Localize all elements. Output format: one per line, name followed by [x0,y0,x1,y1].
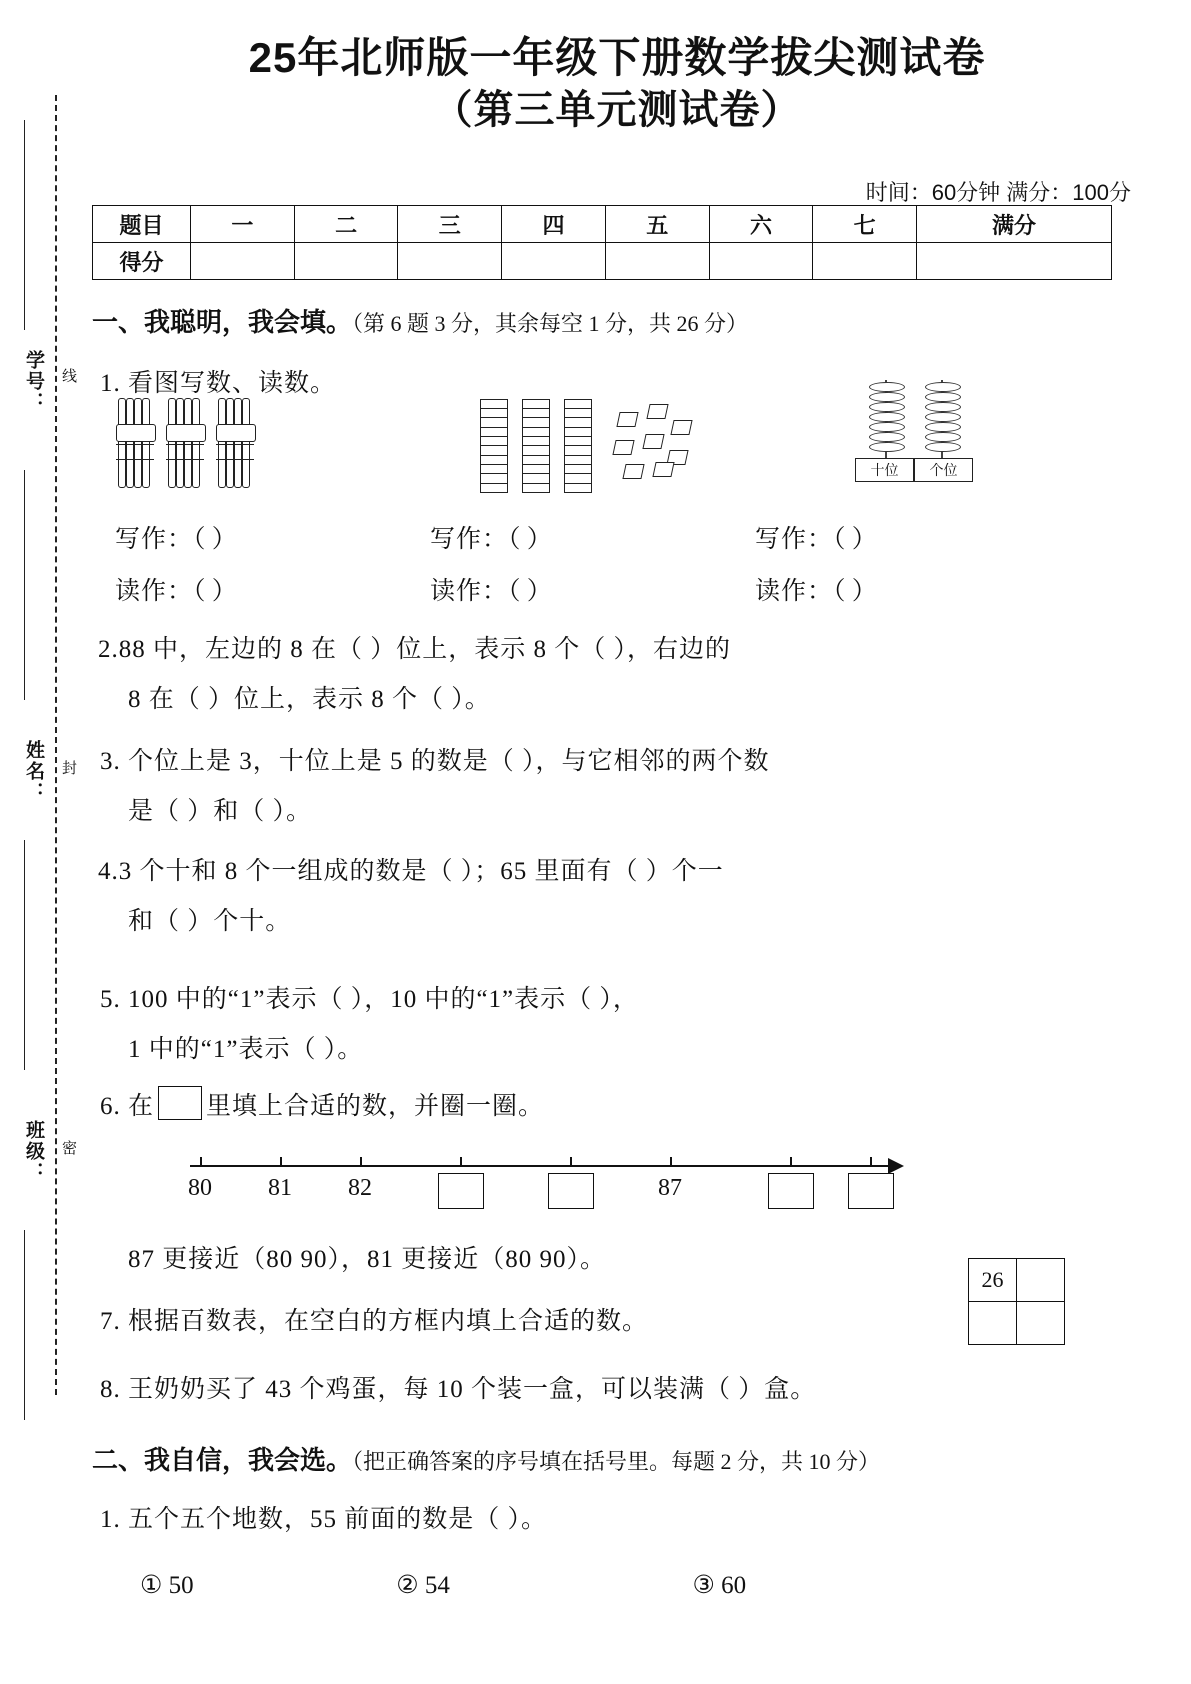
hundred-chart-fragment [968,1258,1065,1345]
question-6-compare[interactable]: 87 更接近（80 90），81 更接近（80 90）。 [128,1246,607,1273]
student-name-label: 姓名： [23,740,44,803]
ten-strip-2 [522,400,550,493]
question-2-line-2[interactable]: 8 在（ ）位上，表示 8 个（ ）。 [128,686,491,713]
score-table-col-4: 四 [502,206,606,243]
question-2-line-1[interactable]: 2.88 中，左边的 8 在（ ）位上，表示 8 个（ ），右边的 [98,636,732,663]
score-table [92,205,1112,280]
question-6-text [100,1085,544,1129]
section-2-question-1[interactable]: 1. 五个五个地数，55 前面的数是（ ）。 [100,1506,548,1533]
student-id-label: 学号： [23,350,44,413]
loose-unit-squares [610,400,730,490]
read-label-1: 读作： [115,578,194,605]
read-blank-1[interactable]: （ ） [193,578,237,605]
score-cell-1[interactable] [191,243,295,280]
question-8-text[interactable]: 8. 王奶奶买了 43 个鸡蛋，每 10 个装一盒，可以装满（ ）盒。 [100,1376,817,1403]
section-2-note: （把正确答案的序号填在括号里。每题 2 分，共 10 分） [352,1449,881,1474]
ten-strip-1 [480,400,508,493]
score-table-col-3: 三 [398,206,502,243]
number-line-blank-2[interactable] [548,1173,594,1209]
q1-read-1 [115,570,237,614]
q6-answer-box[interactable] [158,1086,202,1120]
option-1[interactable]: ① 50 [140,1572,194,1599]
score-table-col-5: 五 [605,206,709,243]
q1-write-1 [115,518,237,562]
number-line-label-82: 82 [348,1175,372,1201]
write-label-3: 写作： [755,526,834,553]
option-2[interactable]: ② 54 [396,1572,450,1599]
question-7-text: 7. 根据百数表，在空白的方框内填上合适的数。 [100,1308,649,1335]
question-4-line-2[interactable]: 和（ ）个十。 [128,908,292,935]
q1-write-3 [755,518,877,562]
q1-read-3 [755,570,877,614]
page-title [92,32,1142,135]
number-line-arrow [888,1158,904,1174]
score-table-row-label: 题目 [93,206,191,243]
score-table-row-label-2: 得分 [93,243,191,280]
stick-bundle-2 [168,398,202,486]
score-cell-2[interactable] [294,243,398,280]
title-line-1: 25年北师版一年级下册数学拔尖测试卷 [248,34,986,81]
abacus-figure [855,378,975,483]
class-label: 班级： [23,1120,44,1183]
score-cell-4[interactable] [502,243,606,280]
mi-char: 密 [60,1140,77,1155]
q6-post-text: 里填上合适的数，并圈一圈。 [206,1093,545,1120]
question-4-line-1[interactable]: 4.3 个十和 8 个一组成的数是（ ）；65 里面有（ ）个一 [98,858,724,885]
feng-char: 封 [60,760,77,775]
question-5-line-2[interactable]: 1 中的“1”表示（ ）。 [128,1036,364,1063]
score-cell-5[interactable] [605,243,709,280]
title-line-2: （第三单元测试卷） [432,87,802,132]
margin-rule-4 [24,1230,25,1420]
hchart-cell-26[interactable]: 26 [969,1259,1017,1302]
ten-strips-group [480,400,602,493]
write-label-2: 写作： [430,526,509,553]
ten-strip-3 [564,400,592,493]
score-cell-3[interactable] [398,243,502,280]
score-table-col-2: 二 [294,206,398,243]
question-1-text: 1. 看图写数、读数。 [100,370,337,397]
write-blank-2[interactable]: （ ） [508,526,552,553]
hchart-cell-blank-3[interactable] [1017,1302,1065,1345]
number-line [190,1165,910,1235]
score-table-col-1: 一 [191,206,295,243]
number-line-blank-1[interactable] [438,1173,484,1209]
question-3-line-2[interactable]: 是（ ）和（ ）。 [128,798,313,825]
margin-rule-2 [24,470,25,700]
margin-rule-1 [24,120,25,330]
option-3[interactable]: ③ 60 [692,1572,747,1599]
write-label-1: 写作： [115,526,194,553]
read-label-2: 读作： [430,578,509,605]
write-blank-3[interactable]: （ ） [833,526,877,553]
section-2-title: 二、我自信，我会选。 [92,1445,353,1475]
q1-read-2 [430,570,552,614]
section-2-heading [92,1440,880,1477]
table-row [93,206,1112,243]
xian-char: 线 [60,368,77,383]
bundles-group [118,398,264,486]
write-blank-1[interactable]: （ ） [193,526,237,553]
score-table-col-7: 七 [813,206,917,243]
abacus-tens-label: 十位 [855,458,914,482]
hchart-cell-blank-1[interactable] [1017,1259,1065,1302]
time-and-total-score: 时间：60分钟 满分：100分 [865,180,1131,205]
section-1-note: （第 6 题 3 分，其余每空 1 分，共 26 分） [352,311,749,336]
table-row [93,243,1112,280]
section-1-heading [92,302,748,339]
stick-bundle-3 [218,398,252,486]
left-margin-strip [0,0,92,1684]
table-row [969,1302,1065,1345]
section-1-title: 一、我聪明，我会填。 [92,307,353,337]
score-cell-8[interactable] [917,243,1112,280]
table-row [969,1259,1065,1302]
q1-write-2 [430,518,552,562]
fold-dashed-line [55,95,57,1395]
score-table-col-8: 满分 [917,206,1112,243]
number-line-blank-3[interactable] [768,1173,814,1209]
question-3-line-1[interactable]: 3. 个位上是 3，十位上是 5 的数是（ ），与它相邻的两个数 [100,748,770,775]
number-line-label-87: 87 [658,1175,682,1201]
score-cell-6[interactable] [709,243,813,280]
read-blank-2[interactable]: （ ） [508,578,552,605]
margin-rule-3 [24,840,25,1070]
score-table-col-6: 六 [709,206,813,243]
read-blank-3[interactable]: （ ） [833,578,877,605]
hchart-cell-blank-2[interactable] [969,1302,1017,1345]
section-2-q1-options [140,1570,1040,1600]
q6-pre-text: 6. 在 [100,1093,155,1120]
abacus-ones-label: 个位 [914,458,973,482]
question-5-line-1[interactable]: 5. 100 中的“1”表示（ ），10 中的“1”表示（ ）， [100,986,639,1013]
number-line-label-81: 81 [268,1175,292,1201]
stick-bundle-1 [118,398,152,486]
read-label-3: 读作： [755,578,834,605]
number-line-blank-4[interactable] [848,1173,894,1209]
score-cell-7[interactable] [813,243,917,280]
number-line-label-80: 80 [188,1175,212,1201]
